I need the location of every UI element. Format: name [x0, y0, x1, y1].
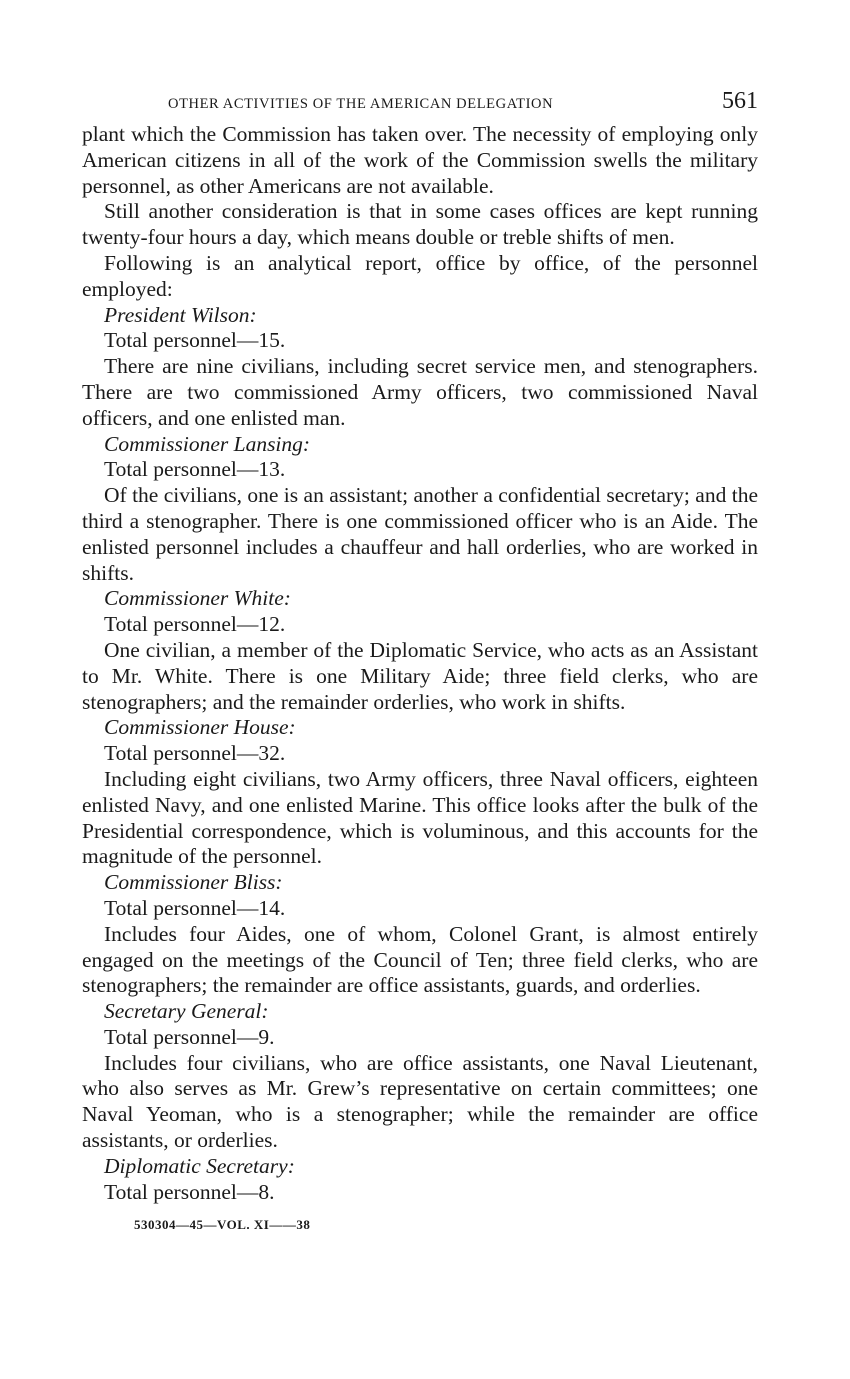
office-description-secretary-general: Includes four civilians, who are office assistants, one Naval Lieutenant, who also serves as Mr. Grew’s representative on certain committees; one Naval Yeoman, who is a stenographer; while the remainder are office assistants, or orderlies. [82, 1050, 758, 1153]
running-head [82, 88, 758, 118]
office-description-commissioner-white: One civilian, a member of the Diplomatic Service, who acts as an Assistant to Mr. White. There is one Military Aide; three field clerks, who are stenographers; and the remainder orderlies, who work in shifts. [82, 637, 758, 714]
print-signature-code: 530304—45—VOL. XI——38 [134, 1217, 311, 1233]
office-description-president-wilson: There are nine civilians, including secret service men, and stenographers. There are two commissioned Army officers, two commissioned Naval officers, and one enlisted man. [82, 354, 758, 430]
office-heading-president-wilson: President Wilson: [104, 302, 257, 327]
office-heading-commissioner-bliss: Commissioner Bliss: [104, 870, 283, 895]
body-text [82, 122, 758, 1205]
office-heading-commissioner-house: Commissioner House: [104, 715, 296, 740]
office-total-president-wilson: Total personnel—15. [104, 328, 286, 353]
document-page [82, 88, 758, 1233]
office-total-commissioner-bliss: Total personnel—14. [104, 895, 286, 920]
paragraph-consideration: Still another consideration is that in some cases offices are kept running twenty-four hours a day, which means double or treble shifts of men. [82, 199, 758, 250]
office-total-commissioner-lansing: Total personnel—13. [104, 457, 286, 482]
office-description-commissioner-house: Including eight civilians, two Army officers, three Naval officers, eighteen enlisted Navy, and one enlisted Marine. This office looks after the bulk of the Presidential correspondence, which is voluminous, and this accounts for the magnitude of the personnel. [82, 766, 758, 869]
office-heading-commissioner-white: Commissioner White: [104, 586, 291, 611]
paragraph-intro-continuation: plant which the Commission has taken over. The necessity of employing only American citizens in all of the work of the Commission swells the military personnel, as other Americans are not available. [82, 122, 758, 198]
paragraph-following: Following is an analytical report, office by office, of the personnel employed: [82, 250, 758, 301]
running-head-title: OTHER ACTIVITIES OF THE AMERICAN DELEGATION [168, 96, 554, 112]
office-heading-diplomatic-secretary: Diplomatic Secretary: [104, 1153, 295, 1178]
office-total-secretary-general: Total personnel—9. [104, 1024, 275, 1049]
office-total-commissioner-white: Total personnel—12. [104, 612, 286, 637]
office-total-diplomatic-secretary: Total personnel—8. [104, 1179, 275, 1204]
office-heading-commissioner-lansing: Commissioner Lansing: [104, 431, 311, 456]
office-heading-secretary-general: Secretary General: [104, 999, 269, 1024]
page-number: 561 [722, 88, 758, 114]
office-description-commissioner-bliss: Includes four Aides, one of whom, Colonel Grant, is almost entirely engaged on the meetings of the Council of Ten; three field clerks, who are stenographers; the remainder are office assistants, guards, and orderlies. [82, 921, 758, 998]
office-total-commissioner-house: Total personnel—32. [104, 741, 286, 766]
office-description-commissioner-lansing: Of the civilians, one is an assistant; another a confidential secretary; and the third a stenographer. There is one commissioned officer who is an Aide. The enlisted personnel includes a chauffeur and hall orderlies, who are worked in shifts. [82, 483, 758, 585]
